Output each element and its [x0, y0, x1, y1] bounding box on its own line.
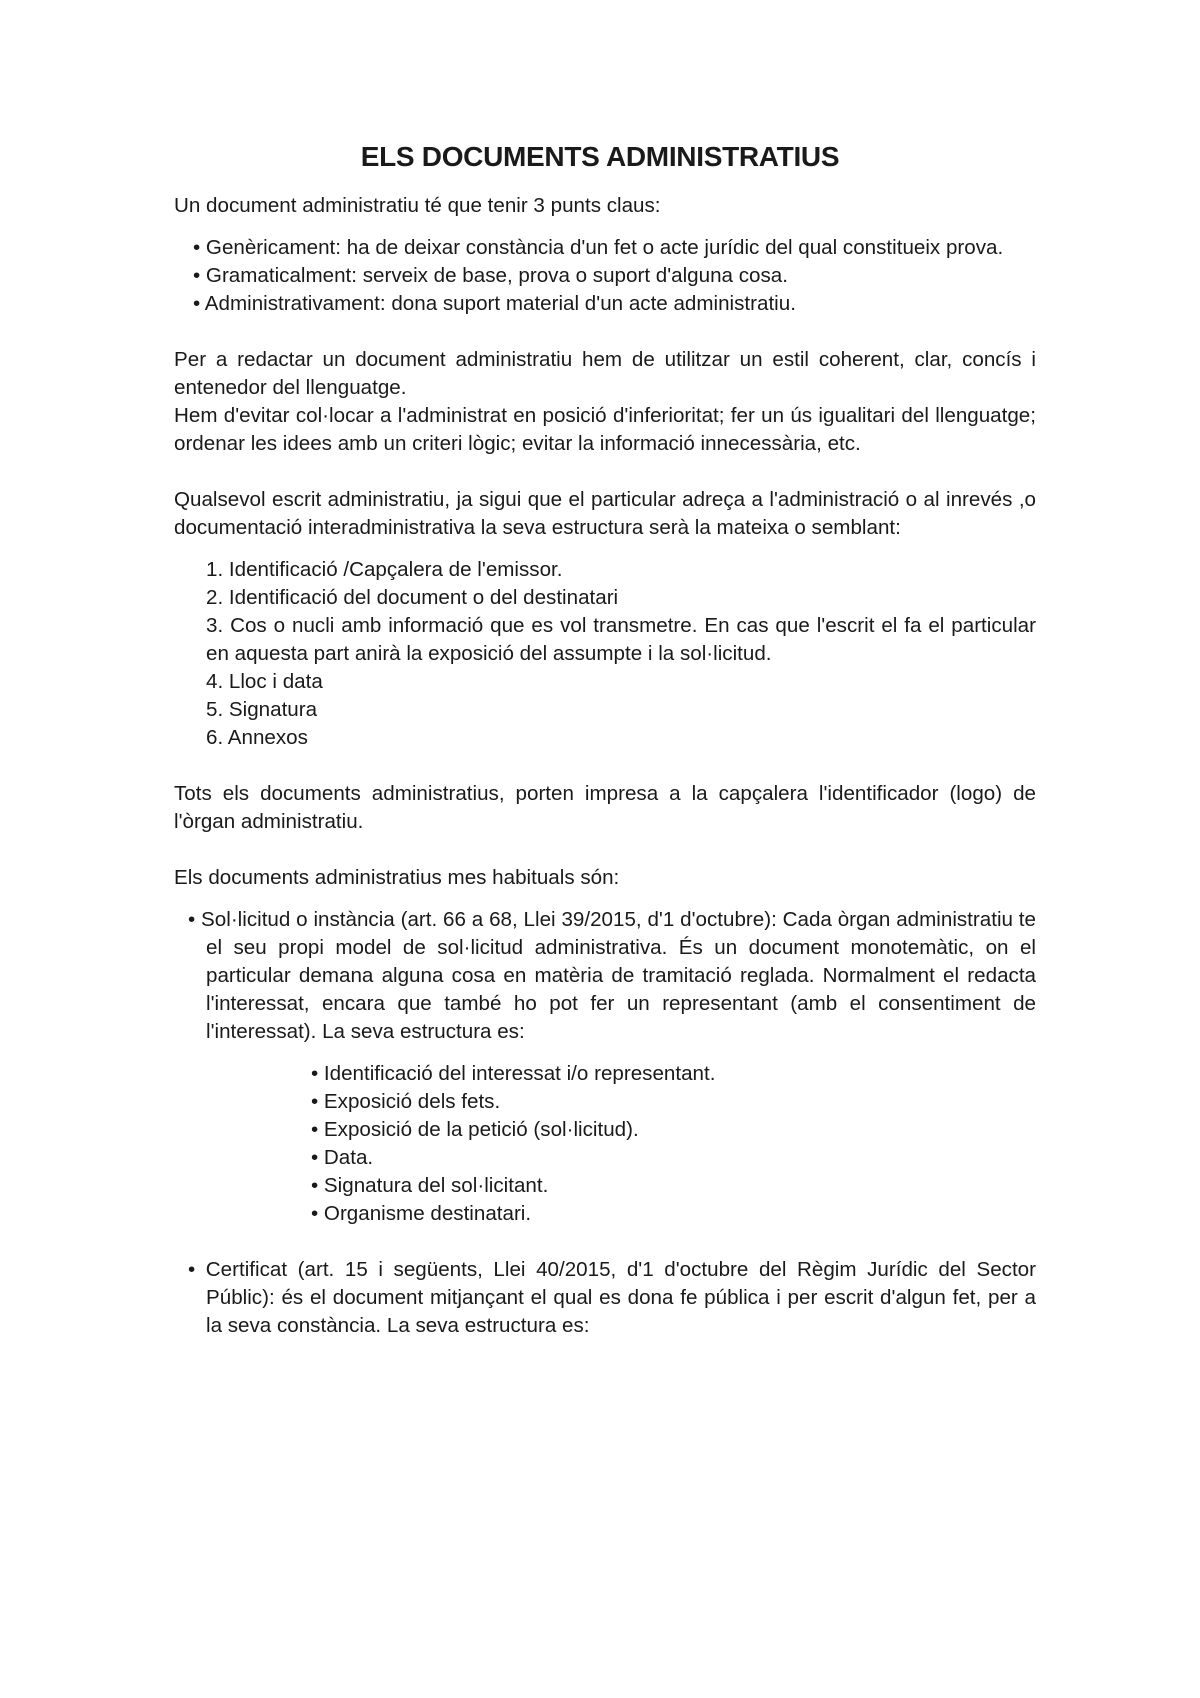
structure-item: 1. Identificació /Capçalera de l'emissor.	[206, 558, 563, 581]
solicitud-structure-item: • Data.	[311, 1146, 374, 1169]
logo-paragraph: Tots els documents administratius, porten impresa a la capçalera l'identificador (logo) de l'òrgan administratiu.	[174, 782, 1036, 833]
structure-item: 2. Identificació del document o del destinatari	[206, 586, 619, 609]
style-paragraph-1: Per a redactar un document administratiu hem de utilitzar un estil coherent, clar, concís i entenedor del llenguatge.	[174, 348, 1036, 399]
key-points-list	[193, 234, 1036, 318]
intro-paragraph: Un document administratiu té que tenir 3 punts claus:	[174, 194, 661, 217]
certificat-description: • Certificat (art. 15 i següents, Llei 40/2015, d'1 d'octubre del Règim Jurídic del Sector Públic): és el document mitjançant el qual es dona fe pública i per escrit d'algun fet, per a la seva constància. La seva estructura es:	[188, 1258, 1036, 1337]
certificat-section	[188, 1256, 1036, 1340]
solicitud-description: • Sol·licitud o instància (art. 66 a 68, Llei 39/2015, d'1 d'octubre): Cada òrgan administratiu te el seu propi model de sol·licitud administrativa. És un document monotemàtic, on el particular demana alguna cosa en matèria de tramitació reglada. Normalment el redacta l'interessat, encara que també ho pot fer un representant (amb el consentiment de l'interessat). La seva estructura es:	[188, 908, 1036, 1043]
structure-list	[206, 556, 1036, 752]
solicitud-structure-item: • Exposició de la petició (sol·licitud).	[311, 1118, 639, 1141]
structure-item: 3. Cos o nucli amb informació que es vol transmetre. En cas que l'escrit el fa el particular en aquesta part anirà la exposició del assumpte i la sol·licitud.	[206, 614, 1036, 665]
key-point-item: • Genèricament: ha de deixar constància d'un fet o acte jurídic del qual constitueix prova.	[193, 236, 1004, 259]
common-docs-intro: Els documents administratius mes habituals són:	[174, 866, 620, 889]
solicitud-structure-item: • Signatura del sol·licitant.	[311, 1174, 549, 1197]
structure-item: 4. Lloc i data	[206, 670, 323, 693]
solicitud-structure-item: • Identificació del interessat i/o representant.	[311, 1062, 716, 1085]
structure-intro-paragraph: Qualsevol escrit administratiu, ja sigui que el particular adreça a l'administració o al inrevés ,o documentació interadministrativa la seva estructura serà la mateixa o semblant:	[174, 488, 1036, 539]
key-point-item: • Gramaticalment: serveix de base, prova o suport d'alguna cosa.	[193, 264, 788, 287]
solicitud-structure-item: • Organisme destinatari.	[311, 1202, 532, 1225]
key-point-item: • Administrativament: dona suport material d'un acte administratiu.	[193, 292, 796, 315]
solicitud-structure-list	[311, 1060, 1036, 1228]
solicitud-structure-item: • Exposició dels fets.	[311, 1090, 501, 1113]
style-paragraph-2: Hem d'evitar col·locar a l'administrat en posició d'inferioritat; fer un ús igualitari del llenguatge; ordenar les idees amb un criteri lògic; evitar la informació innecessària, etc.	[174, 404, 1036, 455]
structure-item: 6. Annexos	[206, 726, 308, 749]
document-title: ELS DOCUMENTS ADMINISTRATIUS	[360, 141, 840, 172]
structure-item: 5. Signatura	[206, 698, 318, 721]
solicitud-section	[188, 906, 1036, 1046]
